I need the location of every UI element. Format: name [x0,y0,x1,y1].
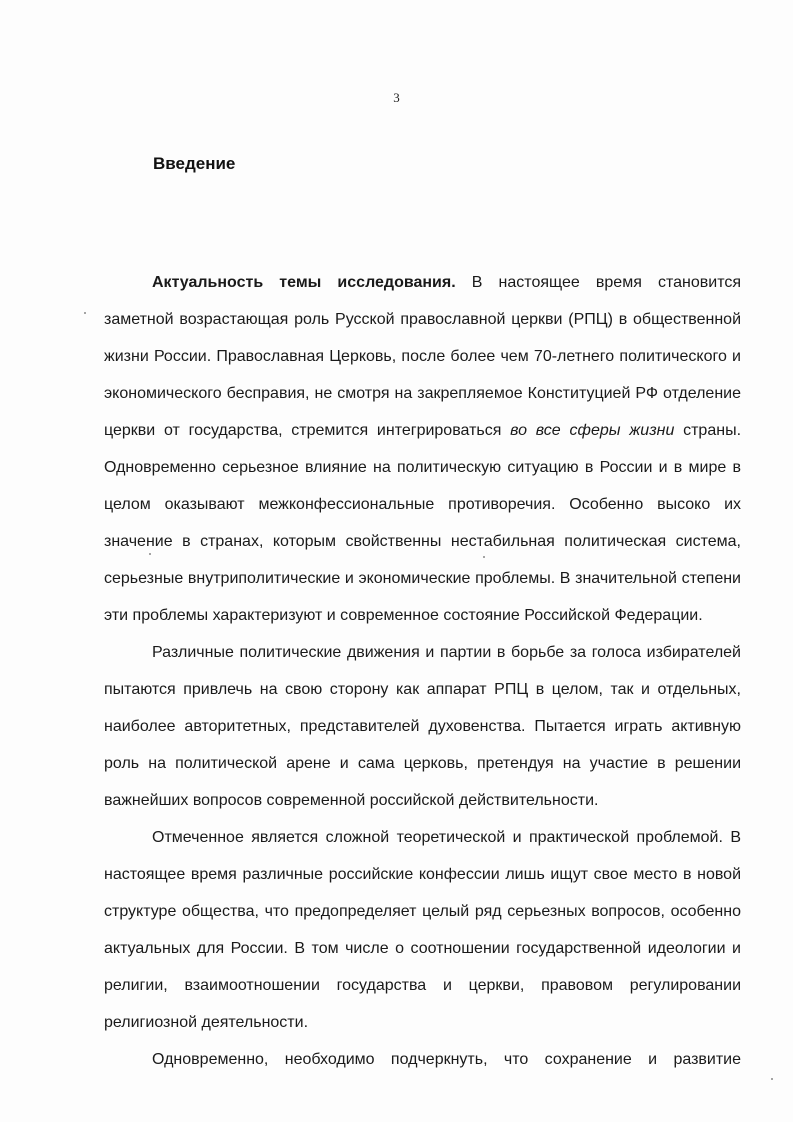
paragraph-italic-text: во все сферы жизни [510,422,675,439]
paragraph-political-movements: Различные политические движения и партии в борьбе за голоса избирателей пытаются привлечь на свою сторону как аппарат РПЦ в целом, так и отдельных, наиболее авторитетных, представителей духовенства. Пытается играть активную роль на политической арене и сама церковь, претендуя на участие в решении важнейших вопросов современной российской действительности. [104,644,741,809]
section-heading: Введение [153,154,236,173]
scan-speck [84,312,86,314]
page-number: 3 [393,90,400,105]
scan-speck [483,556,485,558]
paragraph-continuation: Одновременно, необходимо подчеркнуть, что сохранение и развитие [152,1051,741,1068]
paragraph-relevance [104,264,741,634]
scan-speck [149,553,151,555]
body-text [104,264,741,1078]
paragraph-theoretical-problem: Отмеченное является сложной теоретической и практической проблемой. В настоящее время различные российские конфессии лишь ищут свое место в новой структуре общества, что предопределяет целый ряд серьезных вопросов, особенно актуальных для России. В том числе о соотношении государственной идеологии и религии, взаимоотношении государства и церкви, правовом регулировании религиозной деятельности. [104,829,741,1031]
paragraph-text: страны. Одновременно серьезное влияние на политическую ситуацию в России и в мире в целом оказывают межконфессиональные противоречия. Особенно высоко их значение в странах, которым свойственны нестабильная политическая система, серьезные внутриполитические и экономические проблемы. В значительной степени эти проблемы характеризуют и современное состояние Российской Федерации. [104,422,742,624]
scan-speck [771,1078,773,1080]
paragraph-text: В настоящее время становится заметной возрастающая роль Русской православной церкви (РПЦ) в общественной жизни России. Православная Церковь, после более чем 70-летнего политического и экономического бесправия, не смотря на закрепляемое Конституцией РФ отделение церкви от государства, стремится интегрироваться [104,274,742,439]
paragraph-lead-bold: Актуальность темы исследования. [152,274,456,291]
